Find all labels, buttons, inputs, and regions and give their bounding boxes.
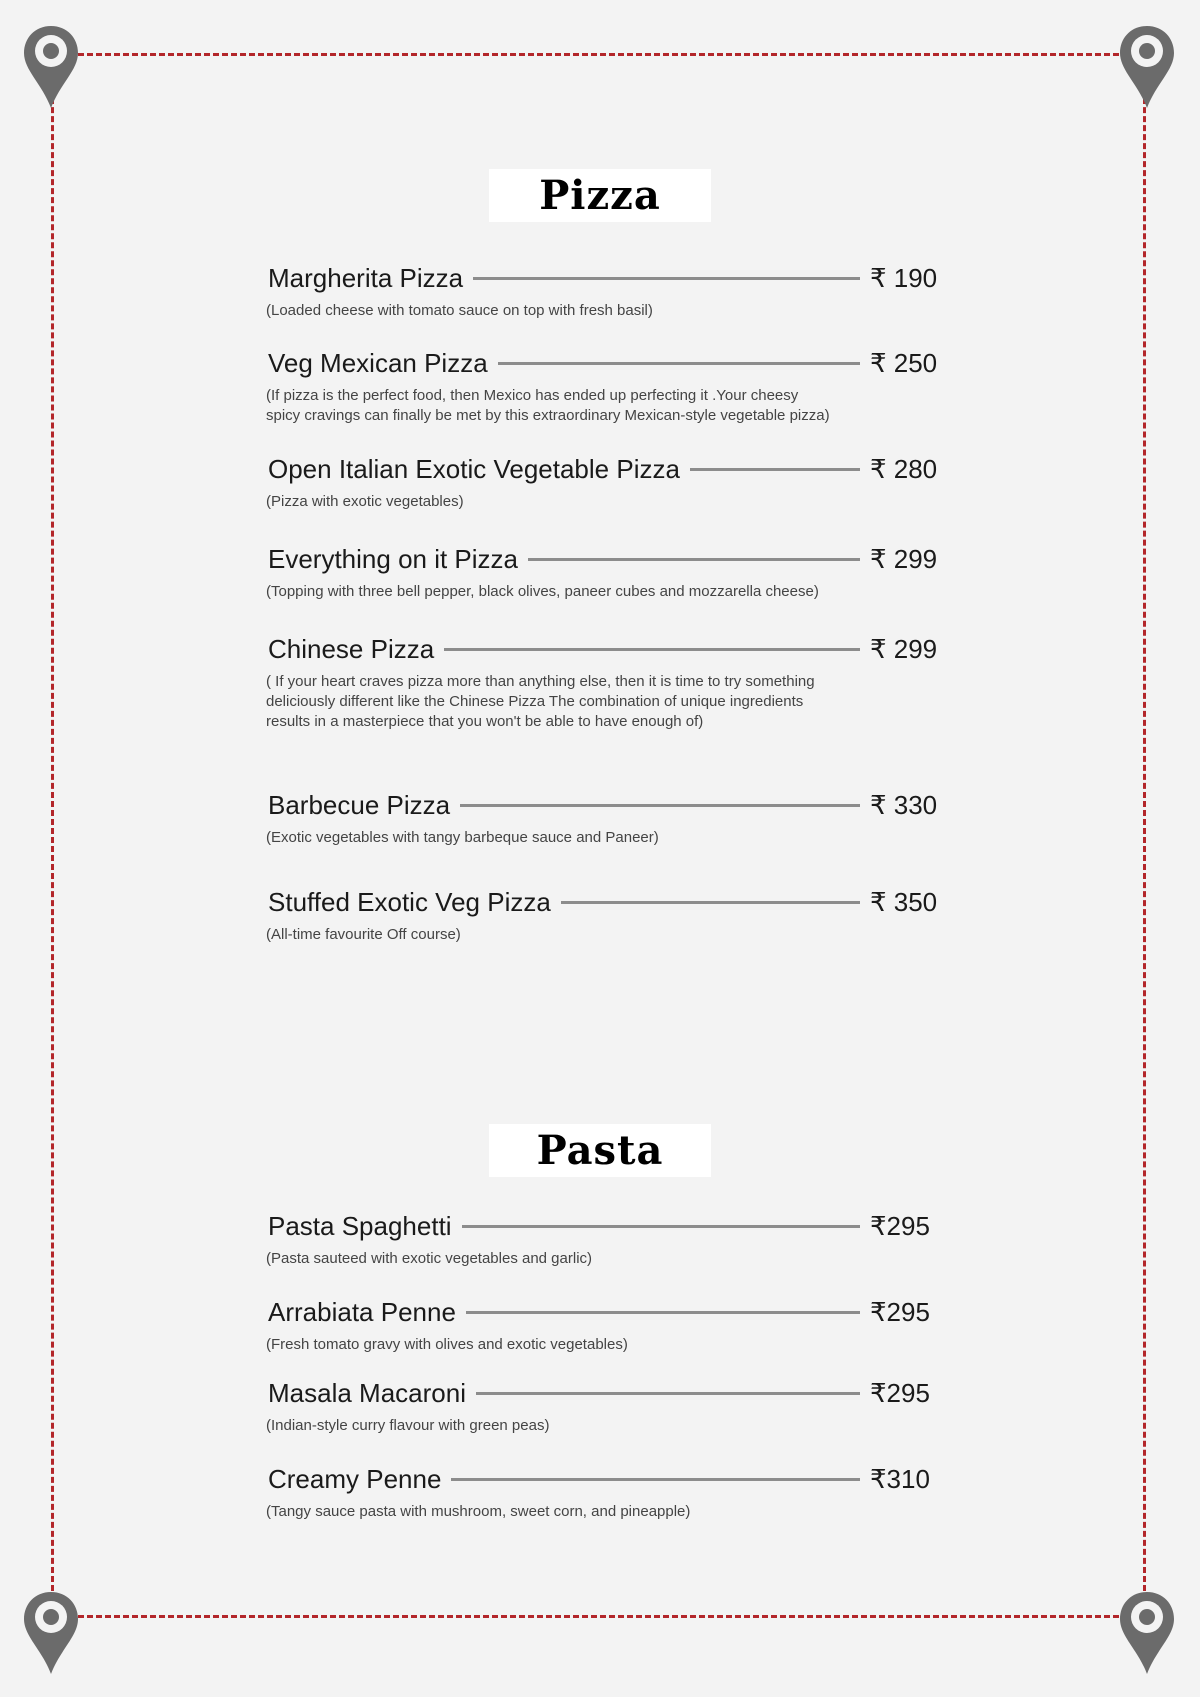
- menu-item: [266, 1205, 946, 1269]
- menu-item: [266, 881, 946, 945]
- menu-item: [266, 784, 946, 848]
- map-pin-icon: [22, 1590, 80, 1676]
- leader-line: [473, 277, 860, 280]
- item-price: ₹ 350: [870, 886, 938, 917]
- item-name: Everything on it Pizza: [268, 543, 519, 574]
- leader-line: [462, 1225, 860, 1228]
- menu-item: [266, 448, 946, 512]
- item-price: ₹ 250: [870, 347, 938, 378]
- item-name: Pasta Spaghetti: [268, 1210, 452, 1241]
- leader-line: [561, 901, 860, 904]
- item-price: ₹ 299: [870, 633, 938, 664]
- item-name: Margherita Pizza: [268, 262, 464, 293]
- menu-item: [266, 1458, 946, 1522]
- item-price: ₹295: [870, 1210, 930, 1241]
- item-name: Veg Mexican Pizza: [268, 347, 488, 378]
- item-description: (Exotic vegetables with tangy barbeque sauce and Paneer): [266, 829, 659, 846]
- leader-line: [528, 558, 860, 561]
- item-name: Chinese Pizza: [268, 633, 435, 664]
- leader-line: [498, 362, 860, 365]
- item-name: Arrabiata Penne: [268, 1296, 456, 1327]
- item-description: (Fresh tomato gravy with olives and exotic vegetables): [266, 1336, 628, 1353]
- item-description: (Tangy sauce pasta with mushroom, sweet corn, and pineapple): [266, 1503, 691, 1520]
- menu-item: [266, 342, 946, 426]
- item-price: ₹295: [870, 1377, 930, 1408]
- item-description: (Loaded cheese with tomato sauce on top with fresh basil): [266, 302, 653, 319]
- item-price: ₹295: [870, 1296, 930, 1327]
- item-price: ₹ 330: [870, 789, 938, 820]
- item-price: ₹ 280: [870, 453, 938, 484]
- item-description: (Pizza with exotic vegetables): [266, 493, 464, 510]
- leader-line: [476, 1392, 860, 1395]
- item-name: Stuffed Exotic Veg Pizza: [268, 886, 551, 917]
- item-name: Creamy Penne: [268, 1463, 442, 1494]
- leader-line: [451, 1478, 860, 1481]
- menu-item: [266, 1372, 946, 1436]
- section-title-pasta: Pasta: [489, 1124, 711, 1177]
- menu-item: [266, 1291, 946, 1355]
- leader-line: [444, 648, 860, 651]
- item-description: (If pizza is the perfect food, then Mexico has ended up perfecting it .Your cheesy spicy cravings can finally be met by this extraordinary Mexican-style vegetable pizza): [266, 387, 830, 424]
- item-description: (Indian-style curry flavour with green peas): [266, 1417, 550, 1434]
- menu-item: [266, 538, 946, 602]
- item-name: Open Italian Exotic Vegetable Pizza: [268, 453, 680, 484]
- map-pin-icon: [1118, 1590, 1176, 1676]
- menu-item: [266, 257, 946, 321]
- section-title-pizza: Pizza: [489, 169, 711, 222]
- map-pin-icon: [1118, 24, 1176, 110]
- item-name: Barbecue Pizza: [268, 789, 451, 820]
- leader-line: [466, 1311, 860, 1314]
- item-description: (All-time favourite Off course): [266, 926, 461, 943]
- item-description: ( If your heart craves pizza more than anything else, then it is time to try something deliciously different like the Chinese Pizza The combination of unique ingredients results in a masterpiece that you won't be able to have enough of): [266, 673, 815, 730]
- map-pin-icon: [22, 24, 80, 110]
- item-price: ₹ 299: [870, 543, 938, 574]
- leader-line: [690, 468, 860, 471]
- menu-item: [266, 628, 946, 732]
- item-description: (Pasta sauteed with exotic vegetables and garlic): [266, 1250, 593, 1267]
- item-description: (Topping with three bell pepper, black olives, paneer cubes and mozzarella cheese): [266, 583, 819, 600]
- item-name: Masala Macaroni: [268, 1377, 466, 1408]
- item-price: ₹310: [870, 1463, 930, 1494]
- item-price: ₹ 190: [870, 262, 938, 293]
- leader-line: [460, 804, 860, 807]
